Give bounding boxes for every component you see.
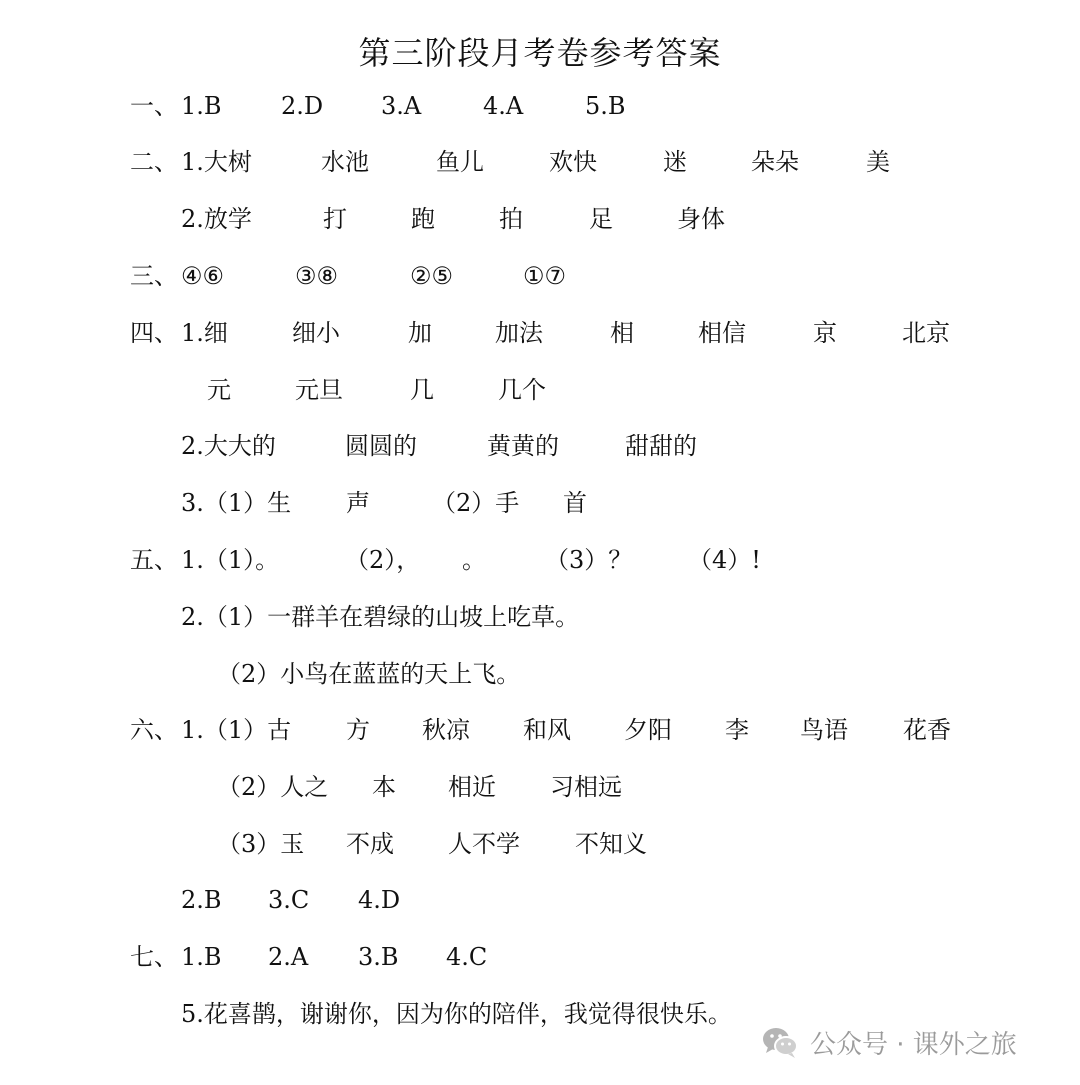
answer-item: 相 — [610, 319, 634, 347]
answer-item: 足 — [589, 205, 613, 233]
section-number: 六、 — [130, 716, 178, 744]
answer-item: 3.B — [358, 943, 399, 971]
answer-item: 2.D — [281, 92, 324, 120]
answer-item: 黄黄的 — [487, 432, 559, 460]
answer-item: （3）玉 — [217, 830, 305, 858]
answer-item: 京 — [813, 319, 837, 347]
page-title: 第三阶段月考卷参考答案 — [358, 34, 722, 72]
answer-item: 3.C — [268, 886, 310, 914]
watermark-text: 公众号 · 课外之旅 — [810, 1029, 1017, 1060]
answer-item: 朵朵 — [751, 148, 799, 176]
answer-item: 2.大大的 — [181, 432, 276, 460]
answer-item: 不知义 — [575, 830, 647, 858]
answer-item: 1.大树 — [181, 148, 252, 176]
answer-item: （4）! — [688, 546, 761, 574]
answer-item: 鸟语 — [800, 716, 848, 744]
answer-item: 1.（1）古 — [181, 716, 292, 744]
answer-item: 3.（1）生 — [181, 489, 292, 517]
answer-item: 李 — [725, 716, 749, 744]
answer-item: 北京 — [902, 319, 950, 347]
section-number: 三、 — [130, 262, 178, 290]
answer-item: （2）人之 — [217, 773, 329, 801]
answer-item: 细小 — [292, 319, 340, 347]
answer-item: 夕阳 — [624, 716, 672, 744]
section-number: 二、 — [130, 148, 178, 176]
answer-item: 1.B — [181, 92, 222, 120]
answer-item: 。 — [462, 546, 486, 574]
answer-item: 几 — [410, 376, 434, 404]
answer-item: 方 — [346, 716, 370, 744]
answer-item: 圆圆的 — [345, 432, 417, 460]
answer-item: 人不学 — [448, 830, 520, 858]
answer-item: 2.B — [181, 886, 222, 914]
answer-item: 加 — [408, 319, 432, 347]
answer-item: 鱼儿 — [436, 148, 484, 176]
answer-item: 1.细 — [181, 319, 228, 347]
answer-item: 拍 — [499, 205, 523, 233]
answer-item: 2.A — [268, 943, 309, 971]
answer-item: （2）手 — [432, 489, 520, 517]
answer-item: 跑 — [411, 205, 435, 233]
answer-item: 水池 — [321, 148, 369, 176]
answer-item: 甜甜的 — [625, 432, 697, 460]
answer-item: ④⑥ — [181, 262, 225, 290]
answer-item: 2.（1）一群羊在碧绿的山坡上吃草。 — [181, 603, 580, 631]
answer-item: 加法 — [495, 319, 543, 347]
answer-item: （2）小鸟在蓝蓝的天上飞。 — [217, 660, 521, 688]
watermark — [760, 1018, 1017, 1066]
answer-item: 花香 — [903, 716, 951, 744]
answer-item: 迷 — [663, 148, 687, 176]
answer-item: ②⑤ — [410, 262, 454, 290]
answer-item: 5.花喜鹊，谢谢你，因为你的陪伴，我觉得很快乐。 — [181, 1000, 732, 1028]
wechat-icon — [760, 1022, 800, 1062]
section-number: 五、 — [130, 546, 178, 574]
answer-item: 1.（1）。 — [181, 546, 280, 574]
answer-item: 和风 — [523, 716, 571, 744]
answer-item: 不成 — [346, 830, 394, 858]
answer-item: 习相远 — [550, 773, 622, 801]
answer-item: 身体 — [677, 205, 725, 233]
section-number: 一、 — [130, 92, 178, 120]
answer-item: （3）？ — [545, 546, 633, 574]
answer-item: 1.B — [181, 943, 222, 971]
answer-item: 声 — [346, 489, 370, 517]
answer-item: 元旦 — [295, 376, 343, 404]
answer-item: 相信 — [698, 319, 746, 347]
answer-item: 本 — [372, 773, 396, 801]
section-number: 四、 — [130, 319, 178, 347]
answer-item: 首 — [563, 489, 587, 517]
answer-item: 3.A — [381, 92, 422, 120]
answer-item: 4.D — [358, 886, 401, 914]
answer-item: ①⑦ — [523, 262, 567, 290]
answer-item: 5.B — [585, 92, 626, 120]
answer-item: 相近 — [448, 773, 496, 801]
answer-item: 2.放学 — [181, 205, 252, 233]
answer-item: 几个 — [498, 376, 546, 404]
answer-item: 4.C — [446, 943, 488, 971]
section-number: 七、 — [130, 943, 178, 971]
answer-item: ③⑧ — [295, 262, 339, 290]
answer-item: 秋凉 — [422, 716, 470, 744]
answer-item: 欢快 — [549, 148, 597, 176]
answer-item: 元 — [207, 376, 231, 404]
answer-item: 打 — [323, 205, 347, 233]
answer-item: 美 — [866, 148, 890, 176]
answer-item: 4.A — [483, 92, 524, 120]
answer-item: （2）， — [345, 546, 421, 574]
